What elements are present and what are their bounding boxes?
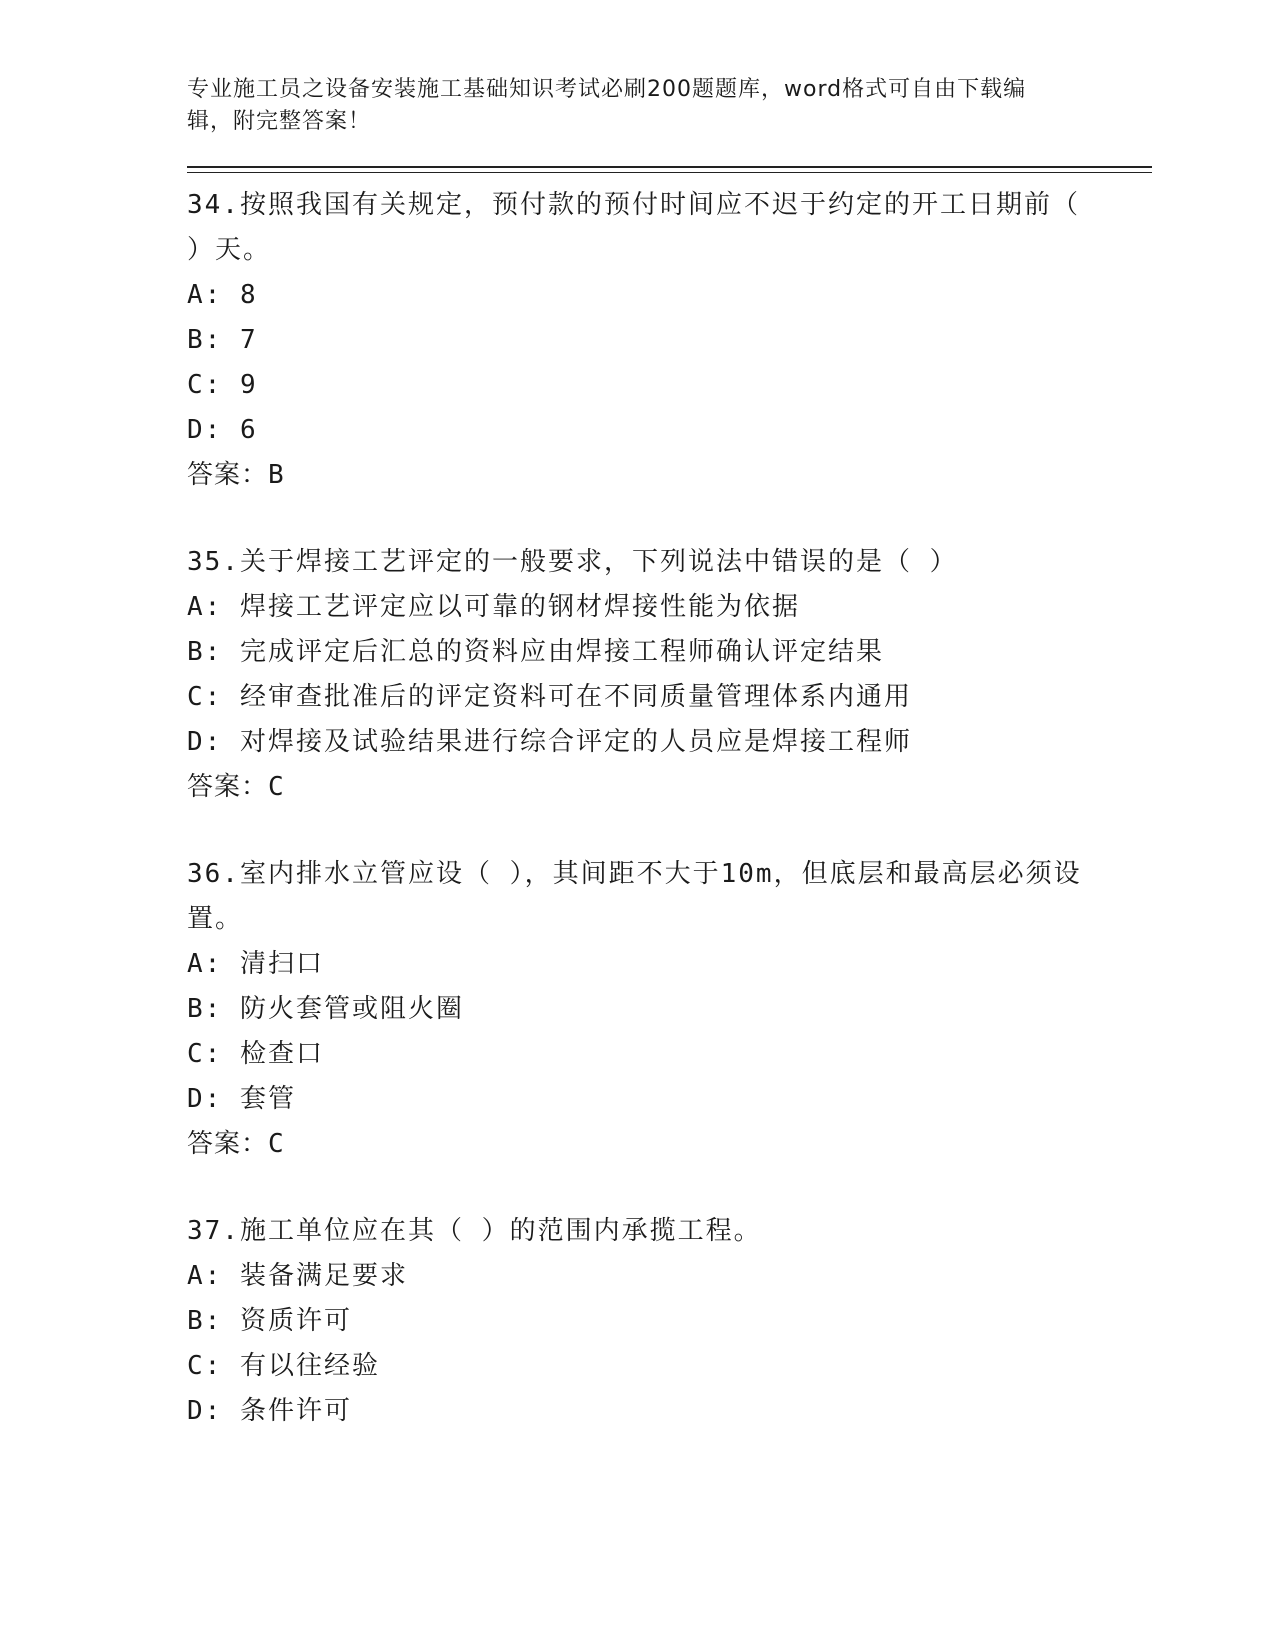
option-c: C: 9 — [187, 370, 258, 400]
question-stem: 34.按照我国有关规定，预付款的预付时间应不迟于约定的开工日期前（ ）天。 — [187, 190, 1080, 265]
answer-label: 答案： — [187, 1129, 269, 1159]
option-a: A: 装备满足要求 — [187, 1261, 408, 1291]
divider-line-thick — [187, 166, 1152, 168]
answer-line — [187, 1122, 1152, 1167]
answer-label: 答案： — [187, 772, 269, 802]
answer-line — [187, 453, 1152, 498]
answer-value: B — [268, 460, 285, 490]
question-36 — [187, 852, 1152, 1167]
answer-value: C — [268, 1129, 285, 1159]
option-b: B: 资质许可 — [187, 1306, 352, 1336]
header-divider — [187, 166, 1152, 173]
answer-label: 答案： — [187, 460, 269, 490]
option-b: B: 7 — [187, 325, 258, 355]
option-d: D: 套管 — [187, 1084, 296, 1114]
option-b: B: 完成评定后汇总的资料应由焊接工程师确认评定结果 — [187, 637, 884, 667]
option-a: A: 焊接工艺评定应以可靠的钢材焊接性能为依据 — [187, 592, 800, 622]
option-d: D: 条件许可 — [187, 1396, 352, 1426]
option-d: D: 6 — [187, 415, 258, 445]
question-35 — [187, 540, 1152, 810]
option-a: A: 清扫口 — [187, 949, 324, 979]
option-c: C: 经审查批准后的评定资料可在不同质量管理体系内通用 — [187, 682, 912, 712]
question-34 — [187, 183, 1152, 498]
divider-line-thin — [187, 172, 1152, 173]
question-37 — [187, 1209, 1152, 1434]
option-a: A: 8 — [187, 280, 258, 310]
option-c: C: 有以往经验 — [187, 1351, 380, 1381]
option-c: C: 检查口 — [187, 1039, 324, 1069]
document-header-title: 专业施工员之设备安装施工基础知识考试必刷200题题库，word格式可自由下载编辑，附完整答案！ — [187, 77, 1027, 134]
document-page — [187, 74, 1152, 1434]
option-b: B: 防火套管或阻火圈 — [187, 994, 464, 1024]
answer-line — [187, 765, 1152, 810]
question-stem: 36.室内排水立管应设（ ），其间距不大于10m，但底层和最高层必须设置。 — [187, 859, 1082, 934]
answer-value: C — [268, 772, 285, 802]
question-stem: 35.关于焊接工艺评定的一般要求，下列说法中错误的是（ ） — [187, 547, 958, 577]
question-stem: 37.施工单位应在其（ ）的范围内承揽工程。 — [187, 1216, 762, 1246]
option-d: D: 对焊接及试验结果进行综合评定的人员应是焊接工程师 — [187, 727, 912, 757]
